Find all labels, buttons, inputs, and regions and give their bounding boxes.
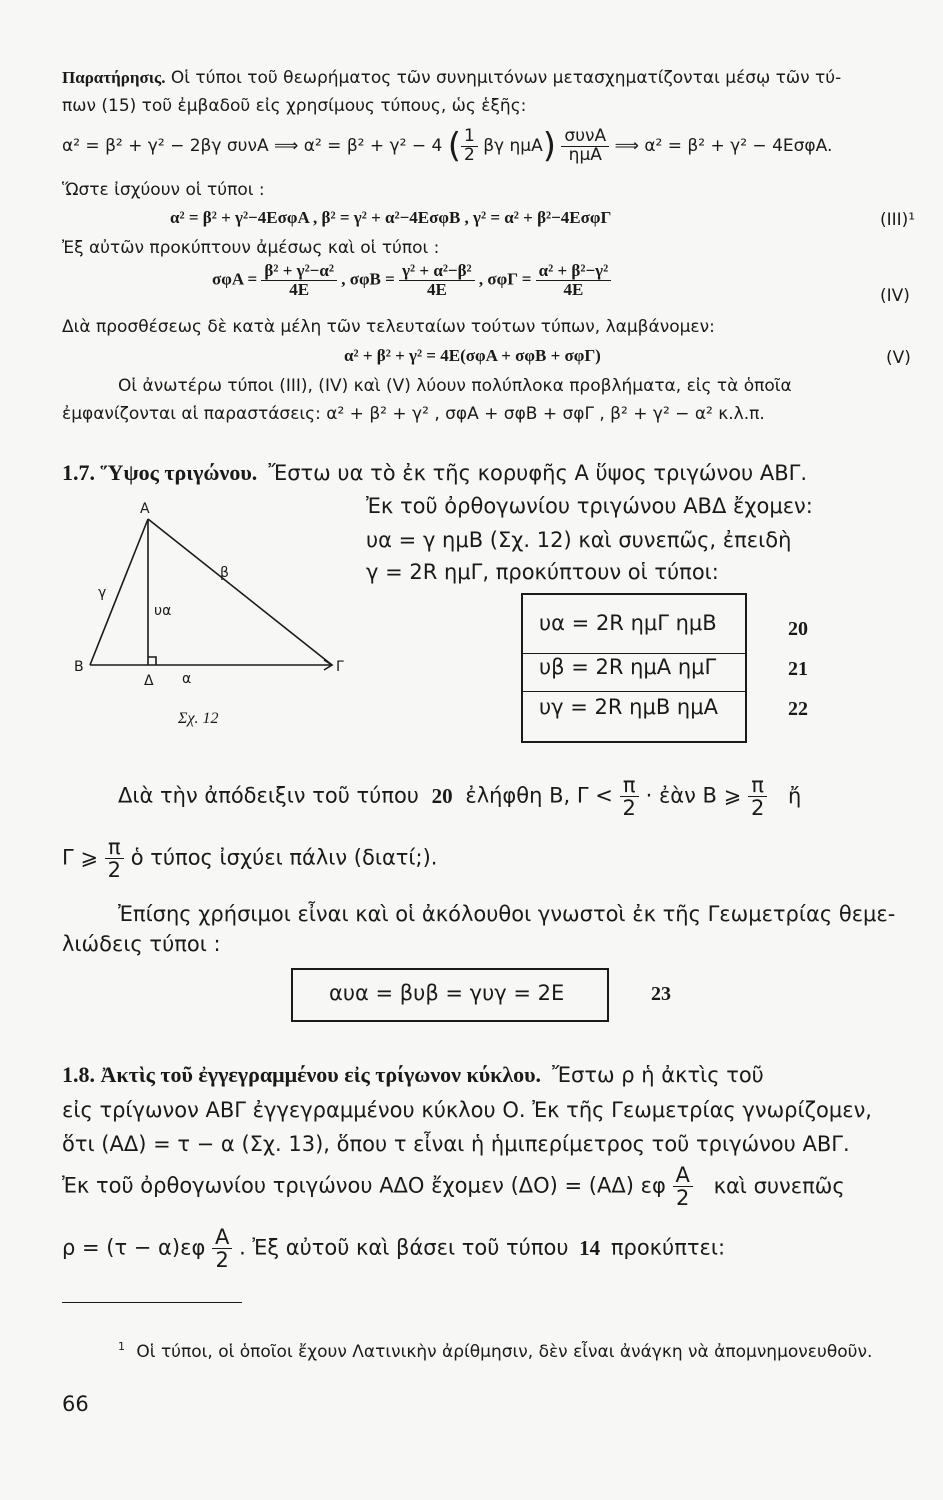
cos-sin-fraction	[561, 125, 609, 165]
section-18-line-3: ὅτι (AΔ) = τ − α (Σχ. 13), ὅπου τ εἶναι ἡ ἡμιπερίμετρος τοῦ τριγώνου ΑΒΓ.	[62, 1132, 850, 1156]
half-num: 1	[461, 128, 478, 147]
formula-23: αυα = βυβ = γυγ = 2E	[329, 981, 565, 1005]
ctg-c-lhs: , σφΓ =	[478, 269, 532, 289]
two-den-4: 2	[676, 1186, 690, 1211]
derivation-left: α² = β² + γ² − 2βγ συνA ⟹ α² = β² + γ² − 4	[62, 136, 443, 156]
two-den-5: 2	[215, 1248, 229, 1273]
half-fraction	[461, 125, 478, 165]
label-gamma: γ	[98, 585, 107, 601]
pi-num-3: π	[105, 836, 124, 859]
ctg-b-den: 4E	[426, 279, 447, 299]
formula-22-number: 22	[788, 698, 808, 720]
formula-23-box	[291, 968, 609, 1022]
ctg-a-num: β² + γ²−α²	[261, 262, 337, 281]
box-divider-2	[523, 691, 745, 692]
section-18-first-line	[62, 1062, 764, 1088]
altitude-formulas-box	[521, 593, 747, 743]
proof-text-2: ἐλήφθη B, Γ <	[465, 783, 613, 808]
footnote	[118, 1340, 872, 1362]
formula-22: υγ = 2R ημB ημA	[539, 695, 718, 719]
formula-23-number: 23	[651, 983, 671, 1005]
section-17-heading: 1.7. Ὕψος τριγώνου.	[62, 460, 258, 485]
section-18-line-5a: ρ = (τ − α)εφ	[62, 1235, 206, 1260]
remark-line-2: πων (15) τοῦ ἐμβαδοῦ εἰς χρησίμους τύπους, ὡς ἑξῆς:	[62, 96, 527, 116]
box-divider-1	[523, 653, 745, 654]
half-A-fraction-1	[673, 1164, 693, 1209]
derivation-line	[62, 126, 832, 166]
label-D: Δ	[144, 673, 154, 689]
formula-IV-tag: (IV)	[880, 286, 910, 306]
para-V-line-2: ἐμφανίζονται αἱ παραστάσεις: α² + β² + γ² , σφA + σφB + σφΓ , β² + γ² − α² κ.λ.π.	[62, 404, 765, 424]
label-alpha: α	[182, 671, 192, 687]
proof-text-or: ἤ	[788, 783, 802, 808]
ctg-c-fraction	[536, 262, 612, 299]
proof-text-why: ὁ τύπος ἰσχύει πάλιν (διατί;).	[130, 845, 438, 870]
section-17-line-4: γ = 2R ημΓ, προκύπτουν οἱ τύποι:	[366, 560, 719, 584]
formula-IV	[212, 262, 611, 299]
two-den-3: 2	[107, 858, 122, 883]
pi-half-fraction-2	[748, 774, 767, 819]
label-B: B	[74, 659, 84, 675]
also-useful-line-1: Ἐπίσης χρήσιμοι εἶναι καὶ οἱ ἀκόλουθοι γνωστοὶ ἐκ τῆς Γεωμετρίας θεμε-	[118, 902, 896, 926]
footnote-mark: 1	[118, 1340, 125, 1353]
pi-half-fraction-3	[105, 836, 124, 881]
so-text: Ὥστε ἰσχύουν οἱ τύποι :	[62, 180, 265, 200]
section-18-ref-14: 14	[579, 1235, 601, 1260]
ctg-c-den: 4E	[563, 279, 584, 299]
section-18-line-5b: . Ἐξ αὐτοῦ καὶ βάσει τοῦ τύπου	[239, 1235, 569, 1260]
section-18-heading: 1.8. Ἀκτὶς τοῦ ἐγγεγραμμένου εἰς τρίγωνον κύκλου.	[62, 1062, 542, 1087]
by-adding-text: Διὰ προσθέσεως δὲ κατὰ μέλη τῶν τελευταίων τούτων τύπων, λαμβάνομεν:	[62, 317, 715, 337]
section-18-line-5	[62, 1226, 725, 1271]
section-18-line-4	[62, 1164, 845, 1209]
proof-text-1: Διὰ τὴν ἀπόδειξιν τοῦ τύπου	[118, 783, 419, 808]
derivation-right: ⟹ α² = β² + γ² − 4EσφA.	[614, 136, 833, 156]
ctg-b-fraction	[399, 262, 475, 299]
footnote-text: Οἱ τύποι, οἱ ὁποῖοι ἔχουν Λατινικὴν ἀρίθμησιν, δὲν εἶναι ἀνάγκη νὰ ἀπομνημονευθοῦν.	[136, 1341, 873, 1362]
proof-gamma-ge: Γ ⩾	[62, 845, 98, 870]
right-angle-mark	[148, 657, 156, 665]
section-18-line-4b: καὶ συνεπῶς	[713, 1173, 845, 1198]
remark-line-1	[62, 68, 841, 88]
figure-12-caption: Σχ. 12	[178, 710, 219, 727]
section-17-line-3: υα = γ ημB (Σχ. 12) καὶ συνεπῶς, ἐπειδὴ	[366, 528, 792, 552]
half-A-fraction-2	[212, 1226, 232, 1271]
section-18-line-5c: προκύπτει:	[610, 1235, 726, 1260]
proof-text-3: · ἐὰν B ⩾	[645, 783, 742, 808]
ctg-c-num: α² + β²−γ²	[536, 262, 612, 281]
label-beta: β	[220, 565, 229, 581]
section-18-line-2: εἰς τρίγωνον ΑΒΓ ἐγγεγραμμένου κύκλου Ο. Ἐκ τῆς Γεωμετρίας γνωρίζομεν,	[62, 1098, 872, 1122]
proof-note-line-1	[118, 774, 801, 819]
section-18-line-4a: Ἐκ τοῦ ὀρθογωνίου τριγώνου ΑΔΟ ἔχομεν (ΔΟ) = (ΑΔ) εφ	[62, 1173, 666, 1198]
proof-note-line-2	[62, 836, 437, 881]
ctg-a-fraction	[261, 262, 337, 299]
ctg-a-lhs: σφA =	[212, 269, 258, 289]
pi-half-fraction-1	[620, 774, 639, 819]
remark-label: Παρατήρησις.	[62, 68, 166, 87]
from-these-text: Ἐξ αὐτῶν προκύπτουν ἀμέσως καὶ οἱ τύποι :	[62, 238, 440, 258]
ctg-b-lhs: , σφB =	[341, 269, 395, 289]
footnote-rule	[62, 1302, 242, 1303]
formula-20-number: 20	[788, 618, 808, 640]
ctg-b-num: γ² + α²−β²	[399, 262, 475, 281]
page-number: 66	[62, 1392, 89, 1416]
A-num-1: A	[673, 1164, 693, 1187]
two-den-1: 2	[622, 796, 636, 821]
pi-num-1: π	[620, 774, 639, 797]
ctg-a-den: 4E	[289, 279, 310, 299]
remark-text: Οἱ τύποι τοῦ θεωρήματος τῶν συνημιτόνων μετασχηματίζονται μέσῳ τῶν τύ-	[170, 68, 842, 88]
cos-num: συνA	[561, 128, 609, 147]
two-den-2: 2	[750, 796, 765, 821]
side-AG	[148, 519, 332, 665]
section-17-line-2: Ἐκ τοῦ ὀρθογωνίου τριγώνου ΑΒΔ ἔχομεν:	[366, 494, 813, 518]
A-num-2: A	[212, 1226, 232, 1249]
also-useful-line-2: λιώδεις τύποι :	[62, 932, 221, 956]
formula-V: α² + β² + γ² = 4E(σφA + σφB + σφΓ)	[344, 346, 601, 365]
label-ua: υα	[154, 603, 172, 619]
formula-III: α² = β² + γ²−4EσφA , β² = γ² + α²−4EσφB , γ² = α² + β²−4EσφΓ	[170, 208, 612, 227]
label-A: A	[140, 501, 150, 517]
half-den: 2	[463, 144, 475, 165]
sin-den: ημA	[568, 144, 602, 165]
pi-num-2: π	[748, 774, 767, 797]
derivation-mid: βγ ημA	[483, 136, 543, 156]
para-V-line-1: Οἱ ἀνωτέρω τύποι (III), (IV) καὶ (V) λύουν πολύπλοκα προβλήματα, εἰς τὰ ὁποῖα	[118, 376, 792, 396]
figure-12	[60, 495, 360, 745]
formula-21-number: 21	[788, 658, 808, 680]
section-17-first-line	[62, 460, 807, 486]
section-17-line-1: Ἔστω υα τὸ ἐκ τῆς κορυφῆς A ὕψος τριγώνου AΒΓ.	[268, 461, 808, 485]
label-G: Γ	[336, 659, 344, 675]
proof-ref-20: 20	[431, 783, 453, 808]
formula-21: υβ = 2R ημA ημΓ	[539, 655, 717, 679]
formula-V-tag: (V)	[886, 348, 911, 368]
open-paren: (	[447, 126, 461, 166]
section-18-line-1: Ἔστω ρ ἡ ἀκτὶς τοῦ	[552, 1063, 764, 1087]
formula-20: υα = 2R ημΓ ημB	[539, 611, 717, 635]
close-paren: )	[542, 126, 557, 166]
formula-III-tag: (III)¹	[880, 210, 916, 230]
